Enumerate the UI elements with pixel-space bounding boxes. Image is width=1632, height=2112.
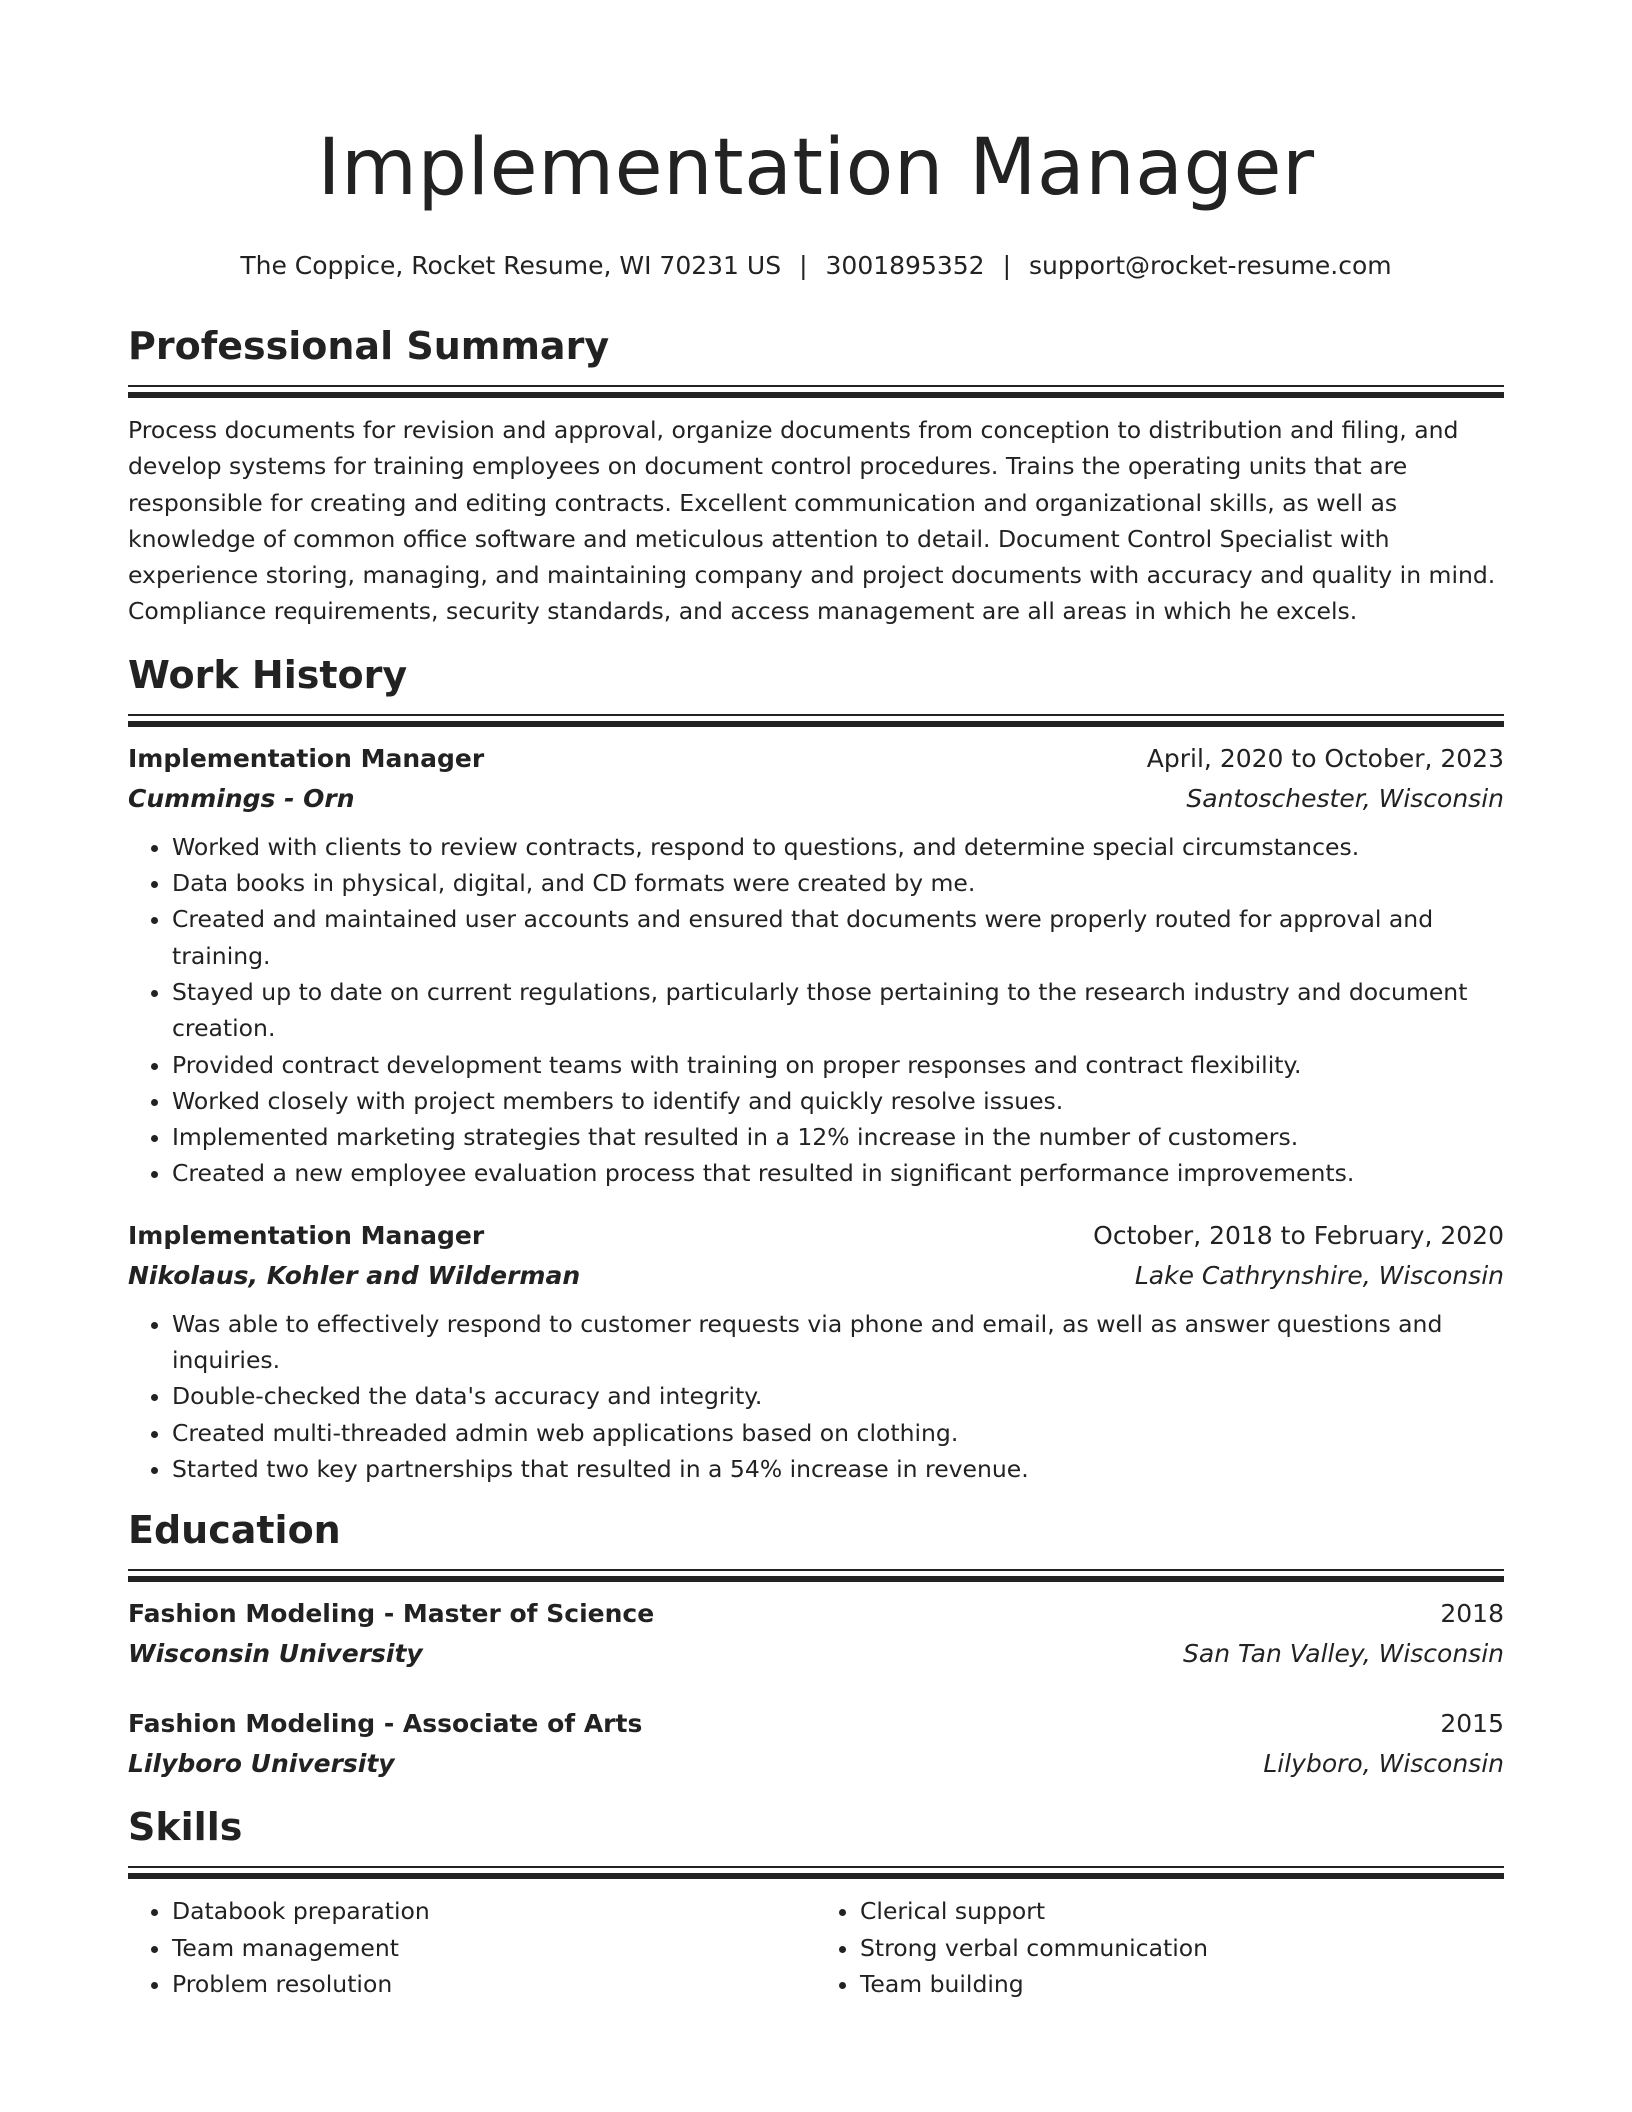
- section-title-work: Work History: [128, 652, 408, 697]
- separator: |: [799, 251, 808, 280]
- section-divider: [128, 1866, 1504, 1868]
- education-subheader: [128, 1744, 1504, 1784]
- list-item: • Data books in physical, digital, and CD formats were created by me.: [172, 865, 1504, 901]
- list-item: • Stayed up to date on current regulations, particularly those pertaining to the research industry and document creation.: [172, 974, 1504, 1047]
- section-divider-thick: [128, 1873, 1504, 1879]
- job-company: Cummings - Orn: [128, 783, 355, 813]
- graduation-year: 2018: [1440, 1599, 1504, 1629]
- job-subheader: [128, 779, 1504, 819]
- section-divider-thick: [128, 721, 1504, 727]
- job-company: Nikolaus, Kohler and Wilderman: [128, 1260, 581, 1290]
- graduation-year: 2015: [1440, 1709, 1504, 1739]
- skills-list-left: [128, 1893, 816, 2002]
- job-bullets: [128, 829, 1504, 1192]
- email: support@rocket-resume.com: [1029, 251, 1392, 280]
- section-divider: [128, 714, 1504, 716]
- list-item: • Team building: [860, 1966, 1504, 2002]
- education-section: [128, 1507, 1504, 1784]
- list-item: • Double-checked the data's accuracy and integrity.: [172, 1378, 1504, 1414]
- job-subheader: [128, 1256, 1504, 1296]
- list-item: • Problem resolution: [172, 1966, 816, 2002]
- degree: Fashion Modeling - Associate of Arts: [128, 1709, 643, 1739]
- resume-page: [128, 0, 1504, 2002]
- list-item: • Was able to effectively respond to customer requests via phone and email, as well as answer questions and inquiries.: [172, 1306, 1504, 1379]
- summary-section: [128, 323, 1504, 630]
- section-divider: [128, 1569, 1504, 1571]
- phone: 3001895352: [825, 251, 985, 280]
- skills-list-right: [816, 1893, 1504, 2002]
- list-item: • Created a new employee evaluation process that resulted in significant performance improvements.: [172, 1155, 1504, 1191]
- list-item: • Databook preparation: [172, 1893, 816, 1929]
- education-header: [128, 1704, 1504, 1744]
- work-section: [128, 652, 1504, 1487]
- school-location: San Tan Valley, Wisconsin: [1183, 1639, 1504, 1669]
- job-header: [128, 1216, 1504, 1256]
- separator: |: [1002, 251, 1012, 280]
- address: The Coppice, Rocket Resume, WI 70231 US: [240, 251, 782, 280]
- school-location: Lilyboro, Wisconsin: [1263, 1749, 1504, 1779]
- job-entry: [128, 1216, 1504, 1487]
- job-title: Implementation Manager: [128, 743, 485, 773]
- section-divider-thick: [128, 392, 1504, 398]
- section-title-summary: Professional Summary: [128, 324, 610, 368]
- summary-text: Process documents for revision and approval, organize documents from conception to distribution and filing, and develop systems for training employees on document control procedures. Trains the operating units that are responsible for creating and editing contracts. Excellent communication and organizational skills, as well as knowledge of common office software and meticulous attention to detail. Document Control Specialist with experience storing, managing, and maintaining company and project documents with accuracy and quality in mind. Compliance requirements, security standards, and access management are all areas in which he excels.: [128, 416, 1496, 626]
- job-title: Implementation Manager: [128, 1220, 485, 1250]
- degree: Fashion Modeling - Master of Science: [128, 1599, 655, 1629]
- job-location: Lake Cathrynshire, Wisconsin: [1134, 1260, 1504, 1290]
- section-title-skills: Skills: [128, 1805, 243, 1850]
- education-entry: [128, 1704, 1504, 1784]
- job-entry: [128, 739, 1504, 1192]
- job-header: [128, 739, 1504, 779]
- list-item: • Provided contract development teams with training on proper responses and contract flexibility.: [172, 1047, 1504, 1083]
- contact-line: [128, 250, 1504, 282]
- skills-columns: [128, 1893, 1504, 2002]
- list-item: • Clerical support: [860, 1893, 1504, 1929]
- education-subheader: [128, 1634, 1504, 1674]
- education-entry: [128, 1594, 1504, 1674]
- skills-section: [128, 1804, 1504, 2002]
- list-item: • Team management: [172, 1930, 816, 1966]
- section-divider-thick: [128, 1576, 1504, 1582]
- list-item: • Started two key partnerships that resulted in a 54% increase in revenue.: [172, 1451, 1504, 1487]
- list-item: • Worked with clients to review contracts, respond to questions, and determine special circumstances.: [172, 829, 1504, 865]
- list-item: • Strong verbal communication: [860, 1930, 1504, 1966]
- section-title-education: Education: [128, 1508, 341, 1553]
- school: Wisconsin University: [128, 1639, 423, 1669]
- job-dates: October, 2018 to February, 2020: [1093, 1220, 1504, 1250]
- list-item: • Implemented marketing strategies that resulted in a 12% increase in the number of customers.: [172, 1119, 1504, 1155]
- list-item: • Worked closely with project members to identify and quickly resolve issues.: [172, 1083, 1504, 1119]
- job-location: Santoschester, Wisconsin: [1186, 783, 1504, 813]
- candidate-name: Implementation Manager: [317, 123, 1315, 213]
- job-bullets: [128, 1306, 1504, 1487]
- school: Lilyboro University: [128, 1749, 395, 1779]
- section-divider: [128, 385, 1504, 387]
- education-header: [128, 1594, 1504, 1634]
- list-item: • Created multi-threaded admin web applications based on clothing.: [172, 1415, 1504, 1451]
- list-item: • Created and maintained user accounts and ensured that documents were properly routed for approval and training.: [172, 901, 1504, 974]
- job-dates: April, 2020 to October, 2023: [1146, 743, 1504, 773]
